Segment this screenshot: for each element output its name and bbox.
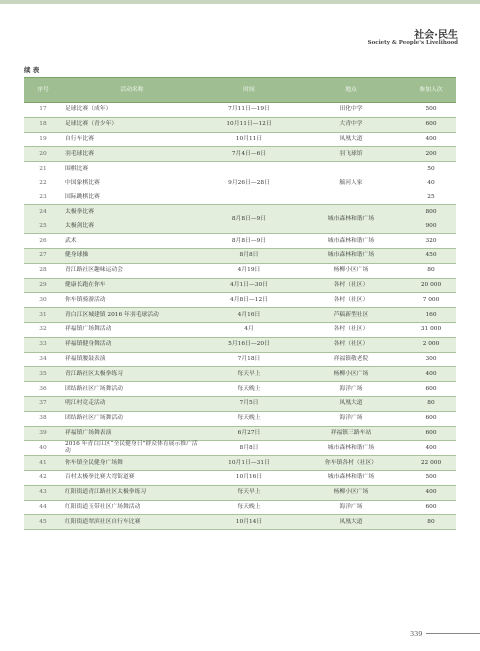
cell-name: 祥福镇腰鼓表演 xyxy=(62,352,202,367)
cell-number: 28 xyxy=(24,263,62,278)
cell-place: 各村（社区） xyxy=(296,337,406,352)
cell-count: 31 000 xyxy=(406,322,456,337)
cell-time: 8月8日—9日 xyxy=(202,205,296,234)
cell-name: 健身球操 xyxy=(62,248,202,263)
table-row xyxy=(24,500,456,515)
cell-number: 20 xyxy=(24,147,62,162)
cell-name: 国际跳棋比赛 xyxy=(65,194,100,201)
table-row xyxy=(24,411,456,426)
cell-count: 400 xyxy=(406,485,456,500)
cell-place: 各村（社区） xyxy=(296,293,406,308)
cell-place: 城市森林和谐广场 xyxy=(296,441,406,456)
table-row xyxy=(24,293,456,308)
cell-number-group xyxy=(24,162,62,205)
cell-number: 30 xyxy=(24,293,62,308)
cell-time: 4月 xyxy=(202,322,296,337)
cell-count: 500 xyxy=(406,471,456,486)
cell-number: 45 xyxy=(24,515,62,530)
events-table-container xyxy=(24,77,456,530)
page-number-rule xyxy=(426,633,480,634)
table-row xyxy=(24,147,456,162)
table-row xyxy=(24,103,456,118)
cell-count: 50 xyxy=(427,166,435,173)
cell-place: 杨柳小区广场 xyxy=(296,367,406,382)
column-header-name: 活动名称 xyxy=(62,78,202,103)
cell-number: 37 xyxy=(24,396,62,411)
cell-time: 每天早上 xyxy=(202,485,296,500)
cell-number: 36 xyxy=(24,382,62,397)
cell-name: 你车镇骑游活动 xyxy=(62,293,202,308)
cell-time: 每天晚上 xyxy=(202,411,296,426)
cell-count: 20 000 xyxy=(406,278,456,293)
cell-place: 大青中学 xyxy=(296,117,406,132)
cell-time: 每天晚上 xyxy=(202,500,296,515)
column-header-place: 地点 xyxy=(296,78,406,103)
cell-number: 21 xyxy=(39,166,47,173)
cell-time: 4月19日 xyxy=(202,263,296,278)
table-row-group xyxy=(24,162,456,205)
table-row xyxy=(24,263,456,278)
table-row xyxy=(24,234,456,249)
table-row xyxy=(24,396,456,411)
cell-time: 7月4日—6日 xyxy=(202,147,296,162)
cell-number: 22 xyxy=(39,180,47,187)
column-header-number: 序号 xyxy=(24,78,62,103)
cell-number: 33 xyxy=(24,337,62,352)
cell-place: 毓河人家 xyxy=(296,162,406,205)
cell-place: 城市森林和谐广场 xyxy=(296,248,406,263)
cell-time: 8月8日—9日 xyxy=(202,234,296,249)
cell-count: 600 xyxy=(406,411,456,426)
cell-number: 42 xyxy=(24,471,62,486)
cell-number: 44 xyxy=(24,500,62,515)
cell-place: 杨柳小区广场 xyxy=(296,263,406,278)
cell-name: 红阳街道青江路社区太极拳练习 xyxy=(62,485,202,500)
cell-time: 8月8日 xyxy=(202,248,296,263)
cell-place: 凤凰大道 xyxy=(296,132,406,147)
table-row xyxy=(24,382,456,397)
table-row xyxy=(24,322,456,337)
cell-place: 各村（社区） xyxy=(296,278,406,293)
cell-count: 400 xyxy=(406,367,456,382)
cell-name: 中国象棋比赛 xyxy=(65,180,100,187)
cell-number: 25 xyxy=(39,223,47,230)
section-subtitle: Society & People's Livelihood xyxy=(367,40,458,46)
cell-number: 31 xyxy=(24,308,62,323)
cell-number: 39 xyxy=(24,426,62,441)
table-row xyxy=(24,132,456,147)
cell-count: 22 000 xyxy=(406,456,456,471)
table-row xyxy=(24,441,456,456)
cell-name: 红阳街道玉带社区广场舞活动 xyxy=(62,500,202,515)
cell-name: 青江路社区太极拳练习 xyxy=(62,367,202,382)
cell-place: 海洋广场 xyxy=(296,411,406,426)
cell-name: 足球比赛（青少年） xyxy=(62,117,202,132)
cell-name: 团结路社区广场舞活动 xyxy=(62,411,202,426)
cell-place: 城市森林和谐广场 xyxy=(296,205,406,234)
page-number: 339 xyxy=(410,630,423,638)
cell-place: 各村（社区） xyxy=(296,322,406,337)
cell-count: 600 xyxy=(406,382,456,397)
cell-number: 38 xyxy=(24,411,62,426)
cell-place: 海洋广场 xyxy=(296,382,406,397)
cell-time: 7月18日 xyxy=(202,352,296,367)
cell-place: 羽飞球馆 xyxy=(296,147,406,162)
table-row xyxy=(24,352,456,367)
table-row xyxy=(24,248,456,263)
cell-number: 18 xyxy=(24,117,62,132)
cell-time: 每天晚上 xyxy=(202,382,296,397)
cell-name: 青白江区城建镇 2016 年羽毛球活动 xyxy=(62,308,202,323)
cell-time: 10月11日 xyxy=(202,132,296,147)
cell-name: 太极剑比赛 xyxy=(65,223,94,230)
cell-count: 25 xyxy=(427,194,435,201)
cell-count: 160 xyxy=(406,308,456,323)
column-header-count: 参加人次 xyxy=(406,78,456,103)
cell-name: 明江村竞走活动 xyxy=(62,396,202,411)
cell-time: 4月16日 xyxy=(202,308,296,323)
table-row xyxy=(24,471,456,486)
cell-place: 芦稿新型社区 xyxy=(296,308,406,323)
cell-time: 7月5日 xyxy=(202,396,296,411)
cell-count: 80 xyxy=(406,515,456,530)
cell-count: 600 xyxy=(406,117,456,132)
cell-place: 祥福镇三路车站 xyxy=(296,426,406,441)
cell-number: 35 xyxy=(24,367,62,382)
cell-place: 杨柳小区广场 xyxy=(296,485,406,500)
cell-count: 80 xyxy=(406,263,456,278)
section-title: 社会·民生 xyxy=(414,30,458,41)
cell-count: 400 xyxy=(406,132,456,147)
cell-name: 2016 年青白江区“全民健身日”群众体育展示推广活动 xyxy=(62,441,202,456)
cell-time: 10月1日—31日 xyxy=(202,456,296,471)
cell-count: 320 xyxy=(406,234,456,249)
table-row xyxy=(24,456,456,471)
cell-number: 41 xyxy=(24,456,62,471)
cell-count: 40 xyxy=(427,180,435,187)
cell-name: 百村太极拳比赛大弯街道赛 xyxy=(62,471,202,486)
cell-number: 40 xyxy=(24,441,62,456)
cell-number: 43 xyxy=(24,485,62,500)
cell-count: 400 xyxy=(406,441,456,456)
table-row xyxy=(24,515,456,530)
cell-number: 24 xyxy=(39,209,47,216)
cell-name: 祥福镇广场舞表演 xyxy=(62,426,202,441)
cell-count: 600 xyxy=(406,500,456,515)
cell-number-group xyxy=(24,205,62,234)
cell-count: 800 xyxy=(425,209,437,216)
cell-place: 田化中学 xyxy=(296,103,406,118)
cell-name: 你车镇全民健身广场舞 xyxy=(62,456,202,471)
cell-time: 9月26日—28日 xyxy=(202,162,296,205)
cell-name: 太极拳比赛 xyxy=(65,209,94,216)
cell-name: 青江路社区趣味运动会 xyxy=(62,263,202,278)
events-table xyxy=(24,77,456,530)
cell-name: 团结路社区广场舞活动 xyxy=(62,382,202,397)
cell-time: 4月8日—12日 xyxy=(202,293,296,308)
cell-place: 海洋广场 xyxy=(296,500,406,515)
cell-place: 城市森林和谐广场 xyxy=(296,471,406,486)
cell-name: 武术 xyxy=(62,234,202,249)
cell-place: 凤凰大道 xyxy=(296,396,406,411)
table-row xyxy=(24,367,456,382)
cell-count-group xyxy=(406,205,456,234)
table-row xyxy=(24,117,456,132)
cell-name: 红阳街道翠滨社区自行车比赛 xyxy=(62,515,202,530)
cell-place: 你车镇各村（社区） xyxy=(296,456,406,471)
continued-label: 续 表 xyxy=(24,66,40,74)
cell-number: 19 xyxy=(24,132,62,147)
cell-count: 2 000 xyxy=(406,337,456,352)
cell-number: 29 xyxy=(24,278,62,293)
cell-time: 6月27日 xyxy=(202,426,296,441)
cell-number: 34 xyxy=(24,352,62,367)
cell-number: 27 xyxy=(24,248,62,263)
cell-place: 凤凰大道 xyxy=(296,515,406,530)
cell-count: 200 xyxy=(406,147,456,162)
cell-time: 10月14日 xyxy=(202,515,296,530)
cell-number: 26 xyxy=(24,234,62,249)
cell-time: 每天早上 xyxy=(202,367,296,382)
cell-count: 900 xyxy=(425,223,437,230)
cell-number: 23 xyxy=(39,194,47,201)
table-row xyxy=(24,485,456,500)
cell-time: 5月16日—20日 xyxy=(202,337,296,352)
cell-place: 城市森林和谐广场 xyxy=(296,234,406,249)
cell-time: 8月8日 xyxy=(202,441,296,456)
cell-count: 80 xyxy=(406,396,456,411)
table-row-group xyxy=(24,205,456,234)
cell-name: 健康长跑在你车 xyxy=(62,278,202,293)
cell-time: 10月11日—12日 xyxy=(202,117,296,132)
column-header-time: 时间 xyxy=(202,78,296,103)
cell-name: 自行车比赛 xyxy=(62,132,202,147)
cell-number: 17 xyxy=(24,103,62,118)
cell-name: 围棋比赛 xyxy=(65,166,89,173)
cell-count: 300 xyxy=(406,352,456,367)
cell-count-group xyxy=(406,162,456,205)
cell-count: 7 000 xyxy=(406,293,456,308)
cell-name: 羽毛球比赛 xyxy=(62,147,202,162)
cell-name: 祥福镇广场舞活动 xyxy=(62,322,202,337)
cell-place: 祥福镇敬老院 xyxy=(296,352,406,367)
cell-name-group xyxy=(62,162,202,205)
table-row xyxy=(24,308,456,323)
cell-name-group xyxy=(62,205,202,234)
header-accent-bar xyxy=(0,0,480,4)
table-row xyxy=(24,426,456,441)
cell-time: 7月11日—19日 xyxy=(202,103,296,118)
cell-name: 足球比赛（成年） xyxy=(62,103,202,118)
table-row xyxy=(24,278,456,293)
cell-count: 600 xyxy=(406,426,456,441)
table-row xyxy=(24,337,456,352)
cell-time: 4月1日—30日 xyxy=(202,278,296,293)
cell-time: 10月16日 xyxy=(202,471,296,486)
cell-name: 祥福镇健身舞活动 xyxy=(62,337,202,352)
cell-number: 32 xyxy=(24,322,62,337)
cell-count: 500 xyxy=(406,103,456,118)
cell-count: 450 xyxy=(406,248,456,263)
table-header-row xyxy=(24,78,456,103)
